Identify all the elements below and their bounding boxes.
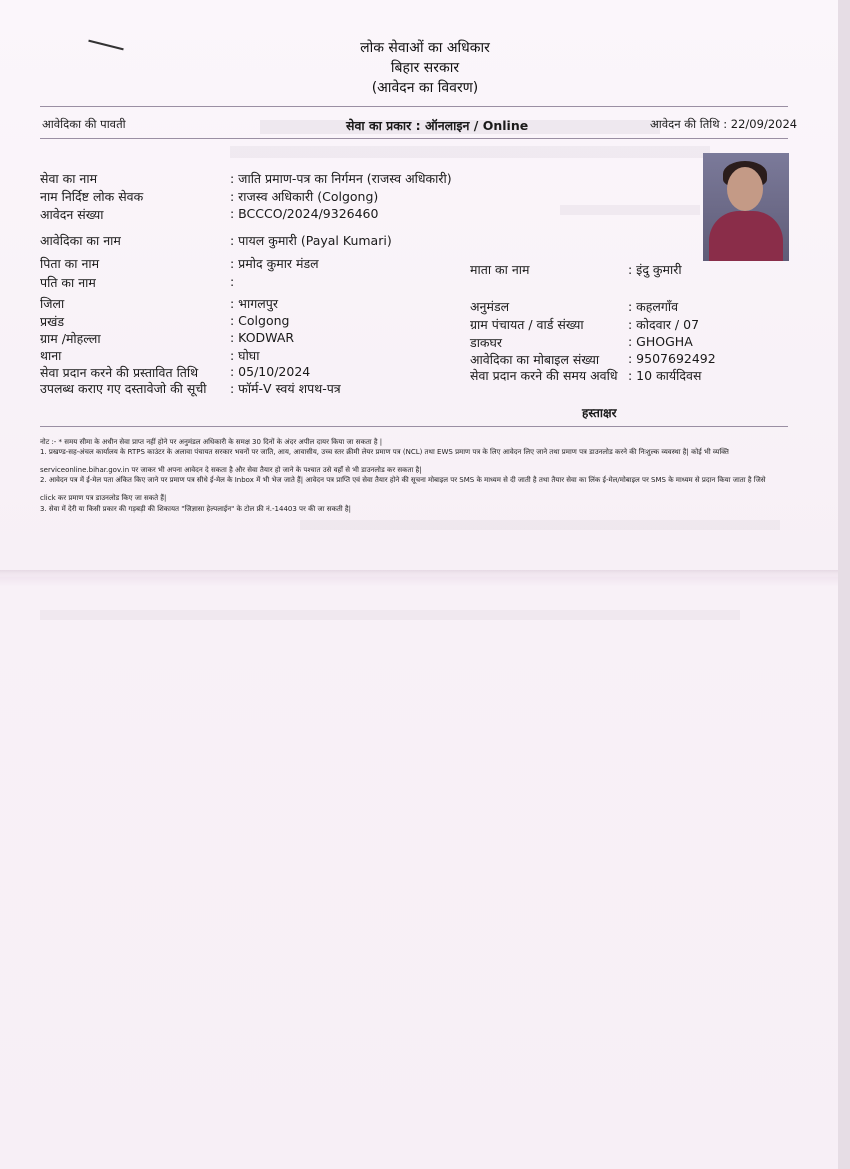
application-date: आवेदन की तिथि : 22/09/2024	[650, 117, 798, 131]
notes-rule	[40, 426, 788, 427]
paper-edge	[838, 0, 850, 1169]
top-rule	[40, 106, 788, 107]
applicant-photo	[703, 153, 789, 261]
show-through-band-5	[40, 610, 740, 620]
meta-rule	[40, 138, 788, 139]
show-through-band-3	[560, 205, 700, 215]
receipt-label: आवेदिका की पावती	[42, 117, 126, 131]
service-type: सेवा का प्रकार : ऑनलाइन / Online	[346, 118, 529, 133]
show-through-band-4	[300, 520, 780, 530]
note-line-5: 3. सेवा में देरी या किसी प्रकार की गड़बड़ी की शिकायत "जिज्ञासा हेल्पलाईन" के टोल फ्री नं.-14403 पर की जा सकती है|	[40, 505, 351, 513]
show-through-band-2	[230, 146, 710, 158]
header-subtitle: (आवेदन का विवरण)	[371, 80, 479, 96]
note-line-0: नोट :- * समय सीमा के अधीन सेवा प्राप्त नहीं होने पर अनुमंडल अधिकारी के समक्ष 30 दिनों के अंदर अपील दायर किया जा सकता है |	[40, 438, 383, 446]
header-title: लोक सेवाओं का अधिकार	[360, 40, 490, 56]
paper-fold	[0, 570, 850, 576]
note-line-1: 1. प्रखण्ड-सह-अंचल कार्यालय के RTPS काउंटर के अलावा पंचायत सरकार भवनों पर जाति, आय, आवासीय, उच्च स्तर क्रीमी लेयर प्रमाण पत्र (NCL) तथा EWS प्रमाण पत्र के लिए आवेदन लिए जाने तथा प्रमाण पत्र डाउनलोड करने की निःशुल्क व्यवस्था है| कोई भी व्यक्ति	[40, 448, 729, 456]
note-line-4: click कर प्रमाण पत्र डाउनलोड किए जा सकते हैं|	[40, 494, 167, 502]
header-government: बिहार सरकार	[390, 60, 460, 76]
note-line-2: serviceonline.bihar.gov.in पर जाकर भी अपना आवेदन दे सकता है और सेवा तैयार हो जाने के पश्चात उसे वहाँ से भी डाउनलोड कर सकता है|	[40, 466, 422, 474]
signature-label: हस्ताक्षर	[582, 406, 617, 420]
note-line-3: 2. आवेदन पत्र में ई-मेल पता अंकित किए जाने पर प्रमाण पत्र सीधे ई-मेल के Inbox में भी भेज जाते हैं| आवेदन पत्र प्राप्ति एवं सेवा तैयार होने की सूचना मोबाइल पर SMS के माध्यम से दी जाती है तथा तैयार सेवा का लिंक ई-मेल/मोबाइल पर SMS के माध्यम से प्रदान किया जाता है जिसे	[40, 476, 766, 484]
